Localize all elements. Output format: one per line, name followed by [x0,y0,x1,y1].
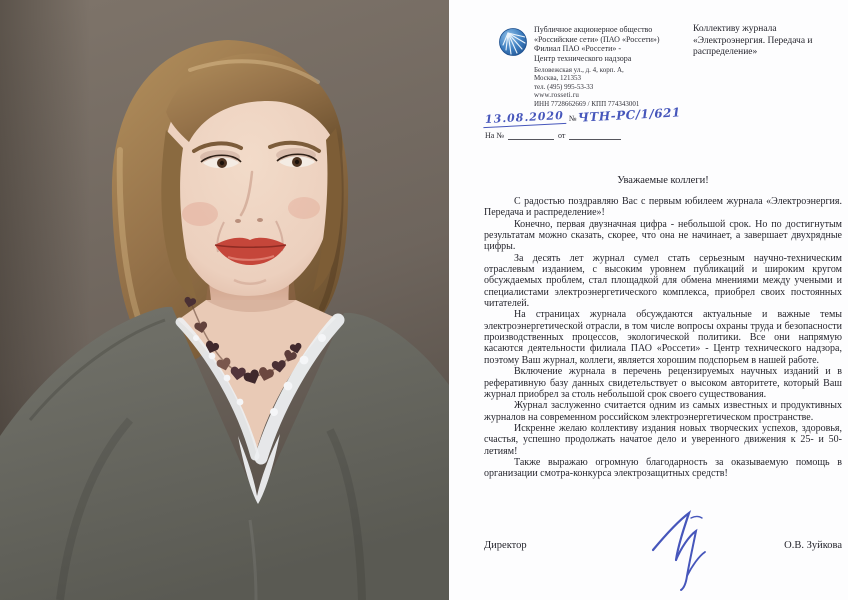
org-line: Публичное акционерное общество [534,25,653,34]
website: www.rosseti.ru [534,91,580,100]
reply-number-blank [508,131,554,140]
signoff-name: О.В. Зуйкова [784,540,842,551]
letter-body [484,196,842,480]
org-line: Центр технического надзора [534,53,632,63]
paragraph: Искренне желаю коллективу издания новых творческих успехов, здоровья, счастья, успешно продолжать начатое дело и уверенного движения к 25- и 50-летиям! [484,422,842,457]
reply-prefix: На № [485,131,504,140]
signoff-row [484,540,842,551]
paragraph: За десять лет журнал сумел стать серьезным научно-техническим отраслевым изданием, с высоким уровнем публикаций и широким кругом обсуждаемых проблем, стал площадкой для обмена мнениями между учеными и специалистами электроэнергетического комплекса, приобрел своих постоянных читателей. [484,252,842,310]
salutation: Уважаемые коллеги! [617,175,709,186]
recipient-line: «Электроэнергия. Передача и [693,35,813,46]
paragraph: На страницах журнала обсуждаются актуальные и важные темы электроэнергетической отрасли, в том числе вопросы охраны труда и безопасности производственных процессов, экологической политики. Все они напрямую касаются деятельности филиала ПАО «Россети» - Центр технического надзора, поэтому Ваш журнал, коллеги, является хорошим подспорьем в нашей работе. [484,309,842,366]
rosseti-logo-icon [498,27,528,57]
org-name-block [534,25,664,63]
reply-line [485,131,621,140]
address-line: тел. (495) 995-53-33 [534,82,594,91]
paragraph: С радостью поздравляю Вас с первым юбилеем журнала «Электроэнергия. Передача и распределение»! [484,196,842,219]
org-line: «Российские сети» (ПАО «Россети») [534,34,660,44]
recipient-line: Коллективу журнала [693,24,777,34]
paragraph: Также выражаю огромную благодарность за оказываемую помощь в организации смотра-конкурса электрозащитных средств! [484,456,842,480]
reply-from-label: от [557,131,566,140]
letter-page [449,0,848,600]
recipient-line: распределение» [693,47,758,58]
paragraph: Журнал заслуженно считается одним из самых известных и продуктивных журналов на современном российском электроэнергетическом пространстве. [484,400,842,423]
reference-line [483,105,743,130]
org-line: Филиал ПАО «Россети» - [534,44,622,53]
reply-date-blank [569,131,621,140]
paragraph: Включение журнала в перечень рецензируемых научных изданий и в реферативную базу данных свидетельствует о высоком авторитете, который Ваш журнал приобрел за столь небольшой срок своего существования. [484,366,842,400]
org-address-block [534,66,664,108]
address-line: Москва, 121353 [534,74,582,83]
recipient-block [693,24,843,59]
number-symbol: № [568,114,577,123]
address-line: Беловежская ул., д. 4, корп. А, [534,66,624,74]
inn-kpp: ИНН 7728662669 / КПП 774343001 [534,99,640,108]
paragraph: Конечно, первая двузначная цифра - небольшой срок. Но по достигнутым результатам можно сказать, скорее, что она не начинает, а завершает двухрядные цифры. [484,218,842,253]
signoff-title: Директор [484,540,527,551]
handwritten-date: 13.08.2020 [483,109,567,128]
handwritten-number: ЧТН-РС/1/621 [577,105,681,125]
